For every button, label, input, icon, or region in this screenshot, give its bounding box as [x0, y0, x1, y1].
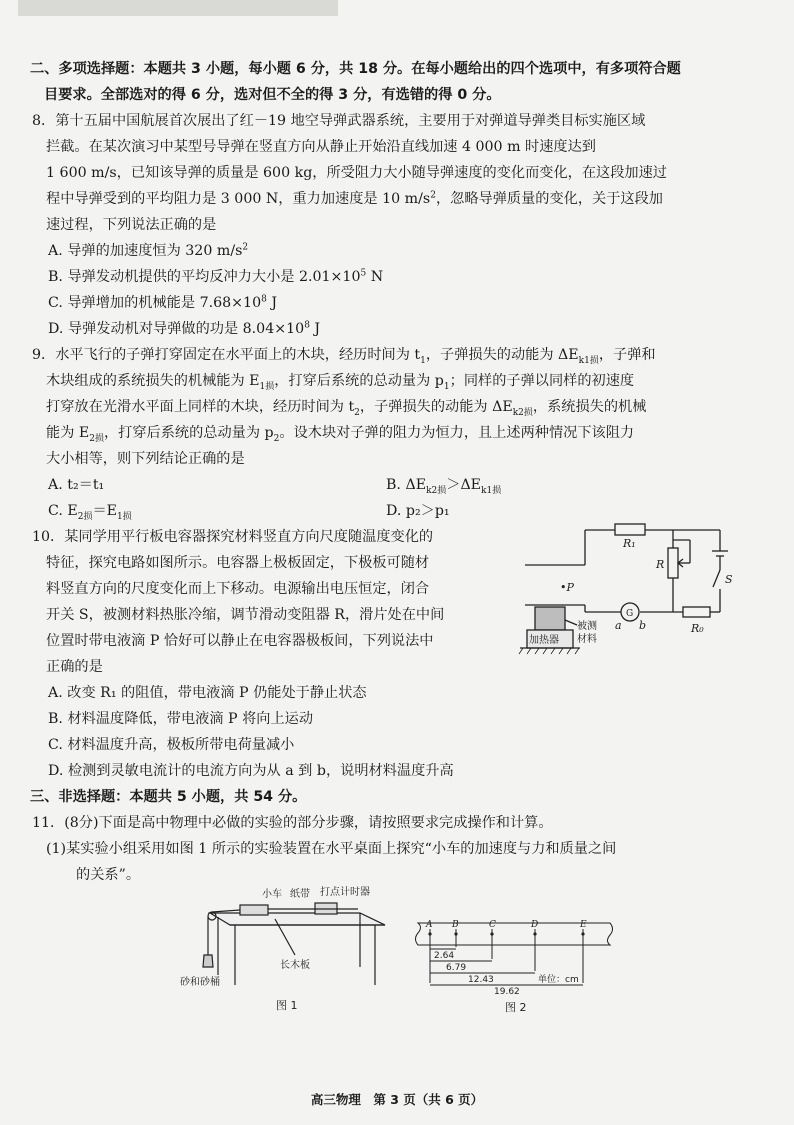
q10-line1: 10．某同学用平行板电容器探究材料竖直方向尺度随温度变化的	[32, 529, 434, 545]
point-d: D	[531, 920, 539, 930]
q9-line3: 打穿放在光滑水平面上同样的木块，经历时间为 $t_2$，子弹损失的动能为 $\Delta E_{k2损}$，系统损失的机械	[46, 399, 647, 418]
q9-option-c: C. $E_{2损}=E_{1损}$	[48, 503, 132, 522]
rheostat-r	[668, 548, 678, 578]
point-b: B	[452, 920, 459, 930]
label-board: 长木板	[280, 960, 310, 971]
q8-option-c: C. 导弹增加的机械能是 $7.68\times 10^8$ J	[48, 294, 278, 311]
q10-option-c: C. 材料温度升高，极板所带电荷量减小	[48, 737, 295, 753]
q9-line1: 9．水平飞行的子弹打穿固定在水平面上的木块，经历时间为 $t_1$，子弹损失的动能为 $\Delta E_{k1损}$，子弹和	[32, 347, 656, 366]
q10-option-b: B. 材料温度降低，带电液滴 P 将向上运动	[48, 711, 314, 727]
label-r0: R₀	[691, 622, 704, 635]
dist-ac: 6.79	[446, 963, 467, 973]
label-g: G	[626, 609, 634, 619]
q9-line5: 大小相等，则下列结论正确的是	[46, 451, 245, 467]
label-car: 小车	[262, 889, 282, 900]
scan-artifact	[18, 0, 338, 16]
q11-line2: (1)某实验小组采用如图 1 所示的实验装置在水平桌面上探究“小车的加速度与力和质量之间	[46, 841, 617, 857]
q9-option-b: B. $\Delta E_{k2损}>\Delta E_{k1损}$	[386, 477, 502, 496]
dist-ae: 19.62	[494, 987, 520, 997]
label-s: S	[725, 573, 733, 586]
figure2-tape	[410, 915, 620, 1015]
label-material-2: 材料	[577, 634, 597, 645]
q8-line3: 1 600 m/s，已知该导弹的质量是 600 kg，所受阻力大小随导弹速度的变化而变化，在这段加速过	[46, 165, 667, 181]
q8-line4: 程中导弹受到的平均阻力是 3 000 N，重力加速度是 10 $m/s^2$，忽略导弹质量的变化，关于这段加	[46, 190, 663, 207]
page-footer: 高三物理 第 3 页（共 6 页）	[310, 1092, 484, 1107]
q10-option-d: D. 检测到灵敏电流计的电流方向为从 a 到 b，说明材料温度升高	[48, 763, 454, 779]
point-a: A	[426, 920, 433, 930]
label-heater: 加热器	[529, 635, 559, 646]
q9-line2: 木块组成的系统损失的机械能为 $E_{1损}$，打穿后系统的总动量为 $p_1$；同样的子弹以同样的初速度	[46, 373, 635, 392]
unit-label: 单位：cm	[538, 975, 579, 985]
q10-line3: 料竖直方向的尺度变化而上下移动。电源输出电压恒定，闭合	[46, 581, 430, 597]
q8-option-a: A. 导弹的加速度恒为 320 $m/s^2$	[48, 242, 249, 259]
resistor-r0	[683, 607, 710, 617]
label-tape: 纸带	[290, 889, 310, 900]
label-r1: R₁	[623, 537, 636, 550]
resistor-r1	[615, 524, 645, 535]
label-material-1: 被测	[577, 621, 597, 632]
q8-option-d: D. 导弹发动机对导弹做的功是 $8.04\times 10^8$ J	[48, 320, 321, 337]
q11-line1: 11．(8分)下面是高中物理中必做的实验的部分步骤，请按照要求完成操作和计算。	[32, 815, 553, 831]
q9-line4: 能为 $E_{2损}$，打穿后系统的总动量为 $p_2$。设木块对子弹的阻力为恒力，且上述两种情况下该阻力	[46, 425, 635, 444]
q10-line5: 位置时带电液滴 P 恰好可以静止在电容器极板间，下列说法中	[46, 633, 434, 649]
q8-line1: 8．第十五届中国航展首次展出了红－19 地空导弹武器系统，主要用于对弹道导弹类目标实施区域	[32, 113, 646, 129]
label-b: b	[639, 619, 647, 632]
point-e: E	[580, 920, 587, 930]
q10-option-a: A. 改变 R₁ 的阻值，带电液滴 P 仍能处于静止状态	[48, 685, 367, 701]
circuit-diagram	[505, 515, 755, 660]
dist-ab: 2.64	[434, 951, 455, 961]
material-block	[535, 607, 565, 630]
label-p: •P	[560, 581, 574, 594]
q11-line3: 的关系”。	[76, 867, 141, 883]
dist-ad: 12.43	[468, 975, 494, 985]
cart	[240, 905, 268, 915]
q8-line5: 速过程，下列说法正确的是	[46, 217, 217, 233]
label-a: a	[615, 619, 622, 632]
figure2-caption: 图 2	[505, 1001, 527, 1014]
section-heading-line1: 二、多项选择题：本题共 3 小题，每小题 6 分，共 18 分。在每小题给出的四个选项中，有多项符合题	[30, 61, 681, 77]
q8-line2: 拦截。在某次演习中某型号导弹在竖直方向从静止开始沿直线加速 4 000 m 时速度达到	[46, 139, 596, 155]
q10-line6: 正确的是	[46, 659, 103, 675]
label-r: R	[656, 558, 665, 571]
q8-option-b: B. 导弹发动机提供的平均反冲力大小是 $2.01\times 10^5$ N	[48, 268, 384, 285]
q9-option-a: A. t₂＝t₁	[48, 477, 105, 493]
figure1-apparatus	[180, 885, 400, 1015]
label-sand: 砂和砂桶	[180, 977, 220, 988]
label-timer: 打点计时器	[320, 887, 370, 898]
figure1-caption: 图 1	[276, 999, 298, 1012]
section3-heading: 三、非选择题：本题共 5 小题，共 54 分。	[30, 789, 307, 805]
section-heading-line2: 目要求。全部选对的得 6 分，选对但不全的得 3 分，有选错的得 0 分。	[44, 87, 501, 103]
point-c: C	[489, 920, 496, 930]
q10-line4: 开关 S，被测材料热胀冷缩，调节滑动变阻器 R，滑片处在中间	[46, 607, 445, 623]
q10-line2: 特征，探究电路如图所示。电容器上极板固定，下极板可随材	[46, 555, 430, 571]
q9-option-d: D. p₂＞p₁	[386, 503, 450, 519]
